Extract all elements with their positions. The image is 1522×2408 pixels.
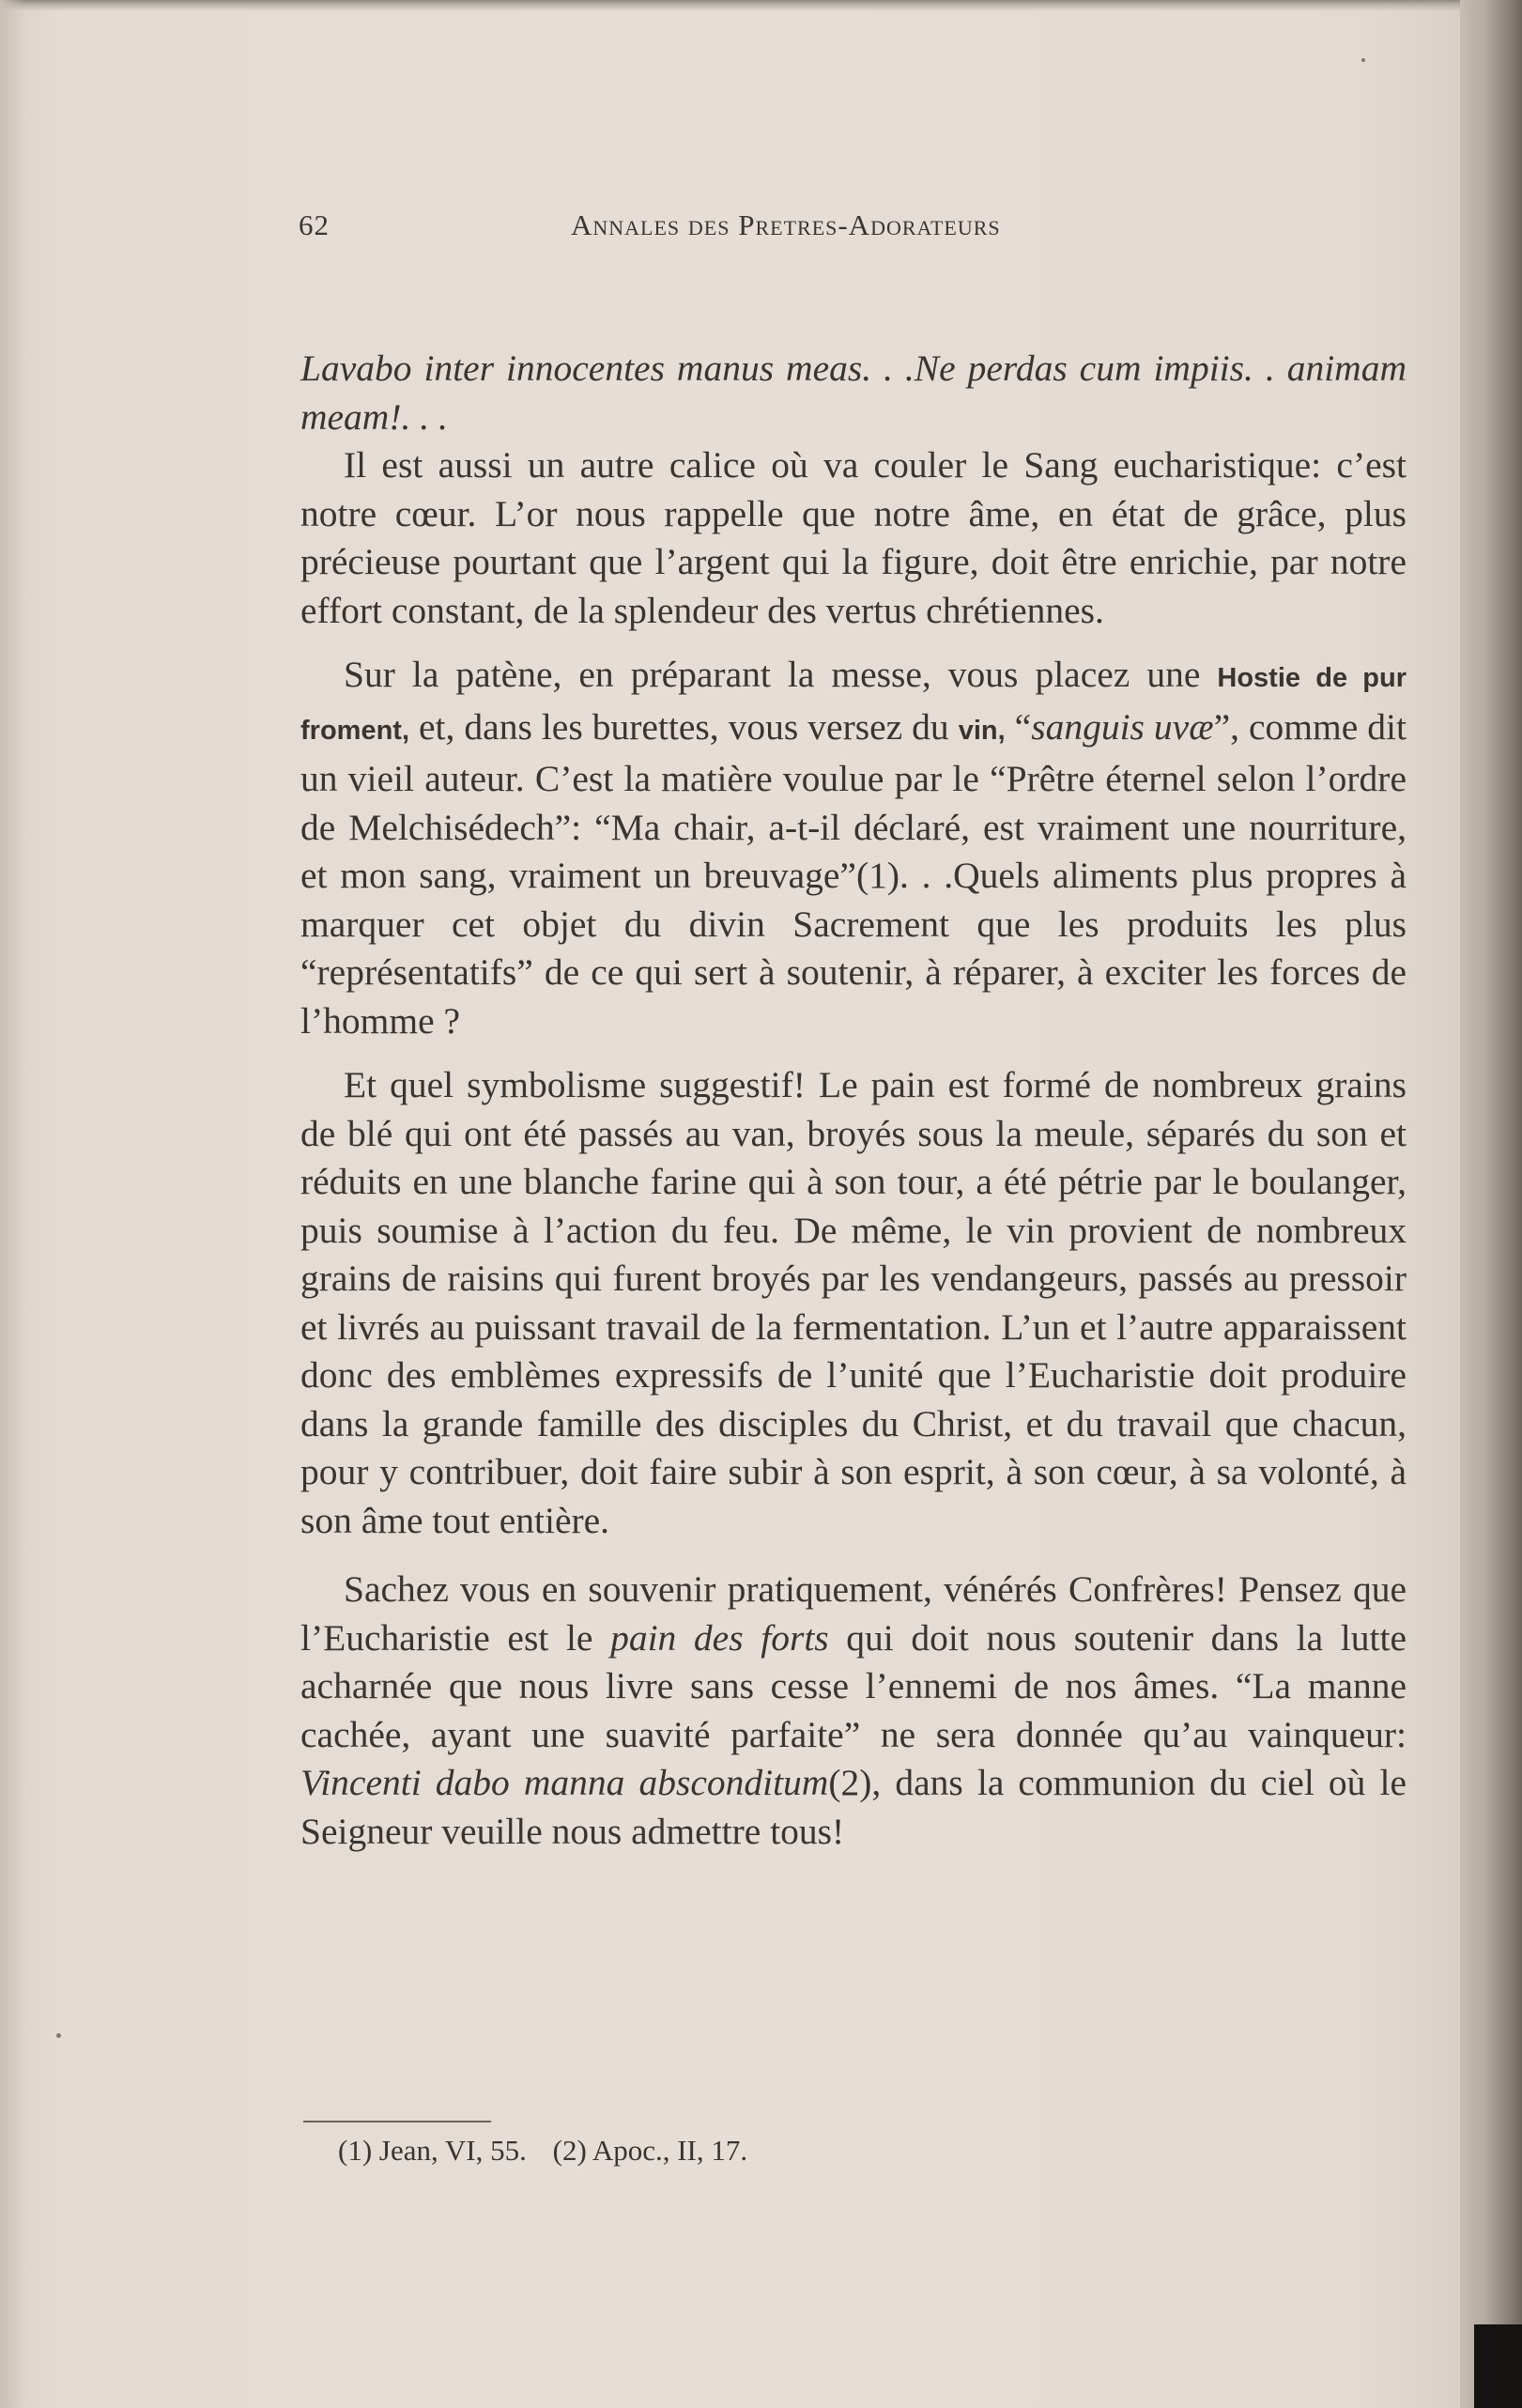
p3-text-g: ”, comme dit un vieil auteur. C’est la matière voulue par le “Prêtre éternel selon l’ordre de Melchisédech”: “Ma chair, a-t-il déclaré, est vraiment une nourriture, et mon sang, vraiment un breuvage”(1). . .Quels aliments plus propres à marquer cet objet du divin Sacrement que les produits les plus “représentatifs” de ce qui sert à soutenir, à réparer, à exciter les forces de l’homme ? — [300, 705, 1407, 1042]
pain-des-forts-italic: pain des forts — [610, 1616, 829, 1659]
p5-text-a: Sachez vous en souvenir pratiquement, vénérés Confrères! Pensez que l’Eucharistie est le — [300, 1568, 1407, 1659]
vin-bold: vin, — [958, 715, 1006, 746]
p3-text-a: Sur la patène, en préparant la messe, vous placez une — [344, 654, 1218, 695]
paper-speck — [1361, 58, 1365, 62]
footnote-2: (2) Apoc., II, 17. — [552, 2134, 748, 2167]
page-left-edge — [0, 0, 24, 2408]
p5-text-c: qui doit nous soutenir dans la lutte acharnée que nous livre sans cesse l’ennemi de nos âmes. “La manne cachée, ayant une suavité parfaite” ne sera donnée qu’au vainqueur: — [300, 1616, 1407, 1755]
page-top-edge — [0, 0, 1479, 11]
footnote-1: (1) Jean, VI, 55. — [338, 2134, 527, 2167]
book-binding-edge — [1460, 0, 1522, 2408]
body-text — [300, 345, 1407, 1856]
sanguis-uvae-italic: sanguis uvæ — [1031, 705, 1214, 748]
dark-corner — [1474, 2324, 1522, 2408]
latin-quote: Lavabo inter innocentes manus meas. . .Ne perdas cum impiis. . animam meam!. . . — [300, 347, 1407, 438]
page-number: 62 — [299, 208, 330, 241]
paragraph-latin-quote — [300, 345, 1407, 441]
paragraph-5 — [300, 1566, 1407, 1856]
footnotes — [338, 2134, 747, 2168]
hostie-bold: Hostie de pur froment, — [300, 663, 1407, 746]
p3-text-e: “ — [1005, 705, 1032, 748]
paragraph-3 — [300, 651, 1407, 1045]
running-head-title: Annales des Pretres-Adorateurs — [571, 208, 1001, 241]
vincenti-italic: Vincenti dabo manna absconditum — [300, 1762, 829, 1803]
paragraph-4: Et quel symbolisme suggestif! Le pain est formé de nombreux grains de blé qui ont été passés au van, broyés sous la meule, séparés du son et réduits en une blanche farine qui à son tour, a été pétrie par le boulanger, puis soumise à l’action du feu. De même, le vin provient de nombreux grains de raisins qui furent broyés par les vendangeurs, passés au pressoir et livrés au puissant travail de la fermentation. L’un et l’autre apparaissent donc des emblèmes expressifs de l’unité que l’Eucharistie doit produire dans la grande famille des disciples du Christ, et du travail que chacun, pour y contribuer, doit faire subir à son esprit, à son cœur, à sa volonté, à son âme tout entière. — [300, 1064, 1407, 1541]
p3-text-c: et, dans les burettes, vous versez du — [409, 705, 959, 748]
paragraph-2: Il est aussi un autre calice où va couler le Sang eucharistique: c’est notre cœur. L’or nous rappelle que notre âme, en état de grâce, plus précieuse pourtant que l’argent qui la figure, doit être enrichie, par notre effort constant, de la splendeur des vertus chrétiennes. — [300, 444, 1407, 631]
running-head — [299, 208, 1238, 255]
paper-speck — [56, 2033, 61, 2038]
p5-text-e: (2), dans la communion du ciel où le Seigneur veuille nous admettre tous! — [300, 1762, 1407, 1852]
footnote-rule — [303, 2121, 491, 2122]
